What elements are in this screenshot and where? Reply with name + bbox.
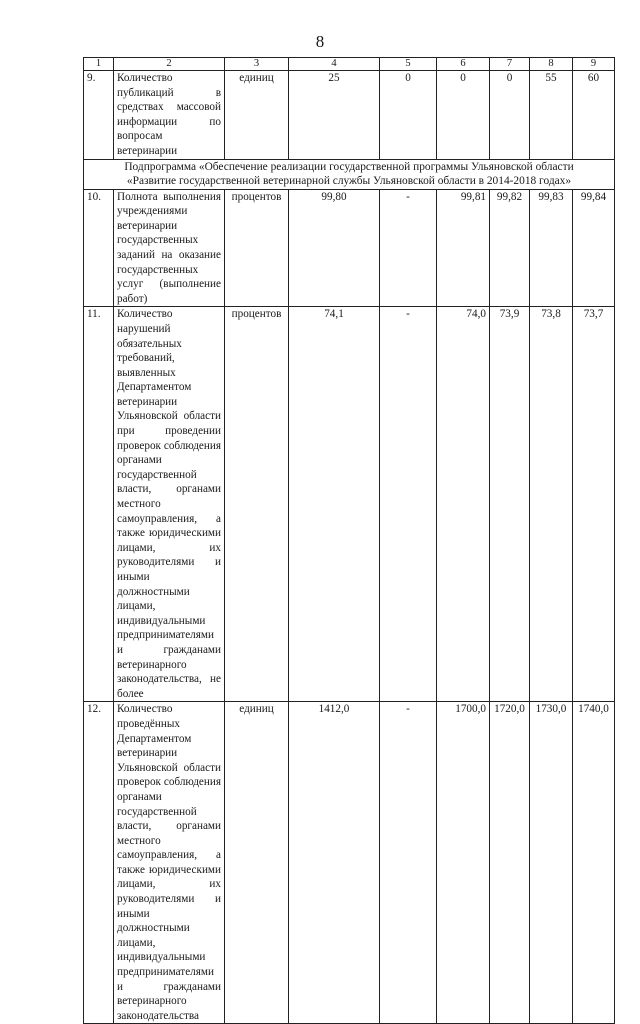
subprogram-row (84, 159, 615, 189)
value-col-9: 73,7 (573, 307, 615, 702)
indicator-name: Количество публикаций в средствах массовой информации по вопросам ветеринарии (114, 71, 225, 160)
column-header: 1 (84, 58, 114, 71)
indicator-name: Полнота выполнения учреждениями ветеринарии государственных заданий на оказание государственных услуг (выполнение работ) (114, 189, 225, 307)
column-header: 2 (114, 58, 225, 71)
value-col-5: 0 (380, 71, 437, 160)
value-col-4: 1412,0 (289, 702, 380, 1024)
subprogram-line-2: «Развитие государственной ветеринарной службы Ульяновской области в 2014-2018 годах» (126, 174, 572, 187)
indicator-name: Количество проведённых Департаментом ветеринарии Ульяновской области проверок соблюдения органами государственной власти, органами местного самоуправления, а также юридическими лицами, их руководителями и иными должностными лицами, индивидуальными предпринимателями и гражданами ветеринарного законодательства (114, 702, 225, 1024)
column-header: 3 (225, 58, 289, 71)
value-col-5: - (380, 189, 437, 307)
row-number: 12. (84, 702, 114, 1024)
value-col-5: - (380, 702, 437, 1024)
value-col-8: 99,83 (530, 189, 573, 307)
subprogram-heading (84, 159, 615, 189)
column-header: 9 (573, 58, 615, 71)
value-col-4: 25 (289, 71, 380, 160)
column-header: 5 (380, 58, 437, 71)
value-col-7: 0 (490, 71, 530, 160)
column-header: 4 (289, 58, 380, 71)
column-header: 6 (437, 58, 490, 71)
value-col-8: 55 (530, 71, 573, 160)
value-col-6: 74,0 (437, 307, 490, 702)
value-col-4: 74,1 (289, 307, 380, 702)
value-col-7: 1720,0 (490, 702, 530, 1024)
table-row (84, 71, 615, 160)
unit: единиц (225, 702, 289, 1024)
column-numbers-row (84, 58, 615, 71)
unit: единиц (225, 71, 289, 160)
value-col-9: 99,84 (573, 189, 615, 307)
indicator-name: Количество нарушений обязательных требований, выявленных Департаментом ветеринарии Ульяновской области при проведении проверок соблюдения органами государственной власти, органами местного самоуправления, а также юридическими лицами, их руководителями и иными должностными лицами, индивидуальными предпринимателями и гражданами ветеринарного законодательства, не более (114, 307, 225, 702)
column-header: 8 (530, 58, 573, 71)
table-row (84, 189, 615, 307)
row-number: 11. (84, 307, 114, 702)
page-number: 8 (315, 32, 325, 51)
table-row (84, 307, 615, 702)
value-col-6: 99,81 (437, 189, 490, 307)
unit: процентов (225, 307, 289, 702)
value-col-6: 0 (437, 71, 490, 160)
row-number: 9. (84, 71, 114, 160)
row-number: 10. (84, 189, 114, 307)
value-col-9: 60 (573, 71, 615, 160)
table-row (84, 702, 615, 1024)
indicators-table (83, 57, 615, 1024)
value-col-9: 1740,0 (573, 702, 615, 1024)
value-col-6: 1700,0 (437, 702, 490, 1024)
subprogram-line-1: Подпрограмма «Обеспечение реализации государственной программы Ульяновской области (124, 160, 574, 173)
value-col-5: - (380, 307, 437, 702)
value-col-7: 73,9 (490, 307, 530, 702)
value-col-8: 73,8 (530, 307, 573, 702)
value-col-8: 1730,0 (530, 702, 573, 1024)
value-col-7: 99,82 (490, 189, 530, 307)
value-col-4: 99,80 (289, 189, 380, 307)
column-header: 7 (490, 58, 530, 71)
unit: процентов (225, 189, 289, 307)
